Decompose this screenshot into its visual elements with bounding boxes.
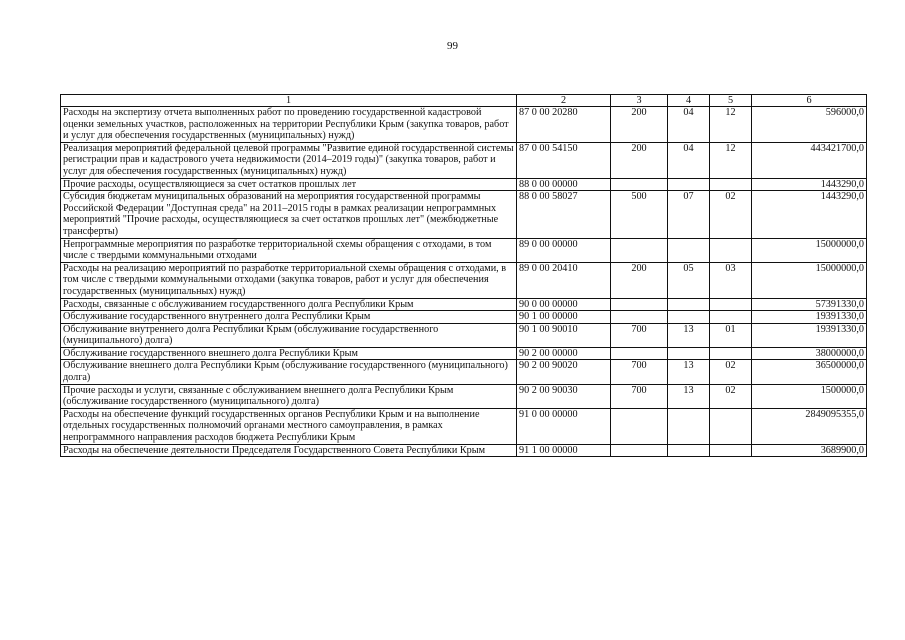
- amount: 57391330,0: [752, 298, 867, 311]
- expense-name: Обслуживание государственного внешнего долга Республики Крым: [61, 347, 517, 360]
- target-code: 90 1 00 90010: [517, 323, 611, 347]
- page-number: 99: [447, 40, 458, 52]
- target-code: 89 0 00 20410: [517, 262, 611, 298]
- expense-type: 700: [611, 360, 668, 384]
- target-code: 91 1 00 00000: [517, 444, 611, 457]
- amount: 19391330,0: [752, 323, 867, 347]
- expense-name: Прочие расходы, осуществляющиеся за счет остатков прошлых лет: [61, 178, 517, 191]
- subsection-code: 01: [710, 323, 752, 347]
- expense-type: [611, 238, 668, 262]
- target-code: 90 1 00 00000: [517, 311, 611, 324]
- expense-name: Непрограммные мероприятия по разработке территориальной схемы обращения с отходами, в том числе с твердыми коммунальными отходами: [61, 238, 517, 262]
- section-code: [668, 178, 710, 191]
- section-code: 04: [668, 142, 710, 178]
- subsection-code: [710, 347, 752, 360]
- target-code: 90 0 00 00000: [517, 298, 611, 311]
- section-code: 13: [668, 360, 710, 384]
- expense-name: Расходы на обеспечение деятельности Председателя Государственного Совета Республики Крым: [61, 444, 517, 457]
- subsection-code: [710, 238, 752, 262]
- section-code: 13: [668, 384, 710, 408]
- amount: 3689900,0: [752, 444, 867, 457]
- subsection-code: 02: [710, 384, 752, 408]
- table-row: [61, 347, 867, 360]
- table-row: [61, 107, 867, 143]
- table-row: [61, 360, 867, 384]
- target-code: 89 0 00 00000: [517, 238, 611, 262]
- column-header: 1: [61, 95, 517, 107]
- section-code: 07: [668, 191, 710, 238]
- table-row: [61, 444, 867, 457]
- column-header: 3: [611, 95, 668, 107]
- target-code: 90 2 00 00000: [517, 347, 611, 360]
- table-row: [61, 191, 867, 238]
- column-header: 4: [668, 95, 710, 107]
- amount: 596000,0: [752, 107, 867, 143]
- expense-name: Обслуживание внешнего долга Республики Крым (обслуживание государственного (муниципального) долга): [61, 360, 517, 384]
- subsection-code: 12: [710, 142, 752, 178]
- table-row: [61, 238, 867, 262]
- column-header: 2: [517, 95, 611, 107]
- subsection-code: 02: [710, 360, 752, 384]
- expense-type: [611, 178, 668, 191]
- amount: 36500000,0: [752, 360, 867, 384]
- section-code: 05: [668, 262, 710, 298]
- expense-type: 200: [611, 142, 668, 178]
- amount: 38000000,0: [752, 347, 867, 360]
- section-code: [668, 311, 710, 324]
- table-header-row: [61, 95, 867, 107]
- expense-type: [611, 408, 668, 444]
- expense-type: [611, 311, 668, 324]
- amount: 15000000,0: [752, 262, 867, 298]
- section-code: [668, 298, 710, 311]
- expense-type: 500: [611, 191, 668, 238]
- budget-table: [60, 94, 867, 457]
- amount: 443421700,0: [752, 142, 867, 178]
- subsection-code: [710, 444, 752, 457]
- section-code: 13: [668, 323, 710, 347]
- expense-name: Расходы на обеспечение функций государственных органов Республики Крым и на выполнение отдельных государственных полномочий органами местного самоуправления, в рамках непрограммного направления расходов бюджета Республики Крым: [61, 408, 517, 444]
- table-row: [61, 178, 867, 191]
- amount: 19391330,0: [752, 311, 867, 324]
- table-row: [61, 408, 867, 444]
- section-code: [668, 444, 710, 457]
- expense-name: Прочие расходы и услуги, связанные с обслуживанием внешнего долга Республики Крым (обслуживание государственного (муниципального) долга): [61, 384, 517, 408]
- expense-type: 200: [611, 107, 668, 143]
- expense-name: Расходы, связанные с обслуживанием государственного долга Республики Крым: [61, 298, 517, 311]
- expense-type: 700: [611, 384, 668, 408]
- expense-type: [611, 347, 668, 360]
- target-code: 87 0 00 54150: [517, 142, 611, 178]
- target-code: 90 2 00 90030: [517, 384, 611, 408]
- subsection-code: [710, 298, 752, 311]
- table-row: [61, 384, 867, 408]
- subsection-code: [710, 408, 752, 444]
- amount: 1500000,0: [752, 384, 867, 408]
- table-row: [61, 262, 867, 298]
- target-code: 90 2 00 90020: [517, 360, 611, 384]
- table-row: [61, 298, 867, 311]
- expense-name: Расходы на экспертизу отчета выполненных работ по проведению государственной кадастровой оценки земельных участков, расположенных на территории Республики Крым (закупка товаров, работ и услуг для обеспечения государственных (муниципальных) нужд): [61, 107, 517, 143]
- expense-name: Обслуживание государственного внутреннего долга Республики Крым: [61, 311, 517, 324]
- expense-name: Субсидия бюджетам муниципальных образований на мероприятия государственной программы Российской Федерации "Доступная среда" на 2011–2015 годы в рамках реализации непрограммных мероприятий "Прочие расходы, осуществляющиеся за счет остатков прошлых лет" (межбюджетные трансферты): [61, 191, 517, 238]
- target-code: 88 0 00 00000: [517, 178, 611, 191]
- target-code: 91 0 00 00000: [517, 408, 611, 444]
- amount: 1443290,0: [752, 191, 867, 238]
- amount: 2849095355,0: [752, 408, 867, 444]
- expense-name: Реализация мероприятий федеральной целевой программы "Развитие единой государственной системы регистрации прав и кадастрового учета недвижимости (2014–2019 годы)" (закупка товаров, работ и услуг для обеспечения государственных (муниципальных) нужд): [61, 142, 517, 178]
- table-row: [61, 311, 867, 324]
- section-code: 04: [668, 107, 710, 143]
- subsection-code: [710, 311, 752, 324]
- column-header: 5: [710, 95, 752, 107]
- amount: 1443290,0: [752, 178, 867, 191]
- table-row: [61, 142, 867, 178]
- expense-type: [611, 298, 668, 311]
- column-header: 6: [752, 95, 867, 107]
- section-code: [668, 408, 710, 444]
- section-code: [668, 347, 710, 360]
- amount: 15000000,0: [752, 238, 867, 262]
- subsection-code: 12: [710, 107, 752, 143]
- expense-type: 200: [611, 262, 668, 298]
- expense-name: Расходы на реализацию мероприятий по разработке территориальной схемы обращения с отходами, в том числе с твердыми коммунальными отходами (закупка товаров, работ и услуг для обеспечения государственных (муниципальных) нужд): [61, 262, 517, 298]
- expense-name: Обслуживание внутреннего долга Республики Крым (обслуживание государственного (муниципального) долга): [61, 323, 517, 347]
- subsection-code: 03: [710, 262, 752, 298]
- subsection-code: [710, 178, 752, 191]
- expense-type: [611, 444, 668, 457]
- section-code: [668, 238, 710, 262]
- target-code: 87 0 00 20280: [517, 107, 611, 143]
- table-row: [61, 323, 867, 347]
- target-code: 88 0 00 58027: [517, 191, 611, 238]
- subsection-code: 02: [710, 191, 752, 238]
- expense-type: 700: [611, 323, 668, 347]
